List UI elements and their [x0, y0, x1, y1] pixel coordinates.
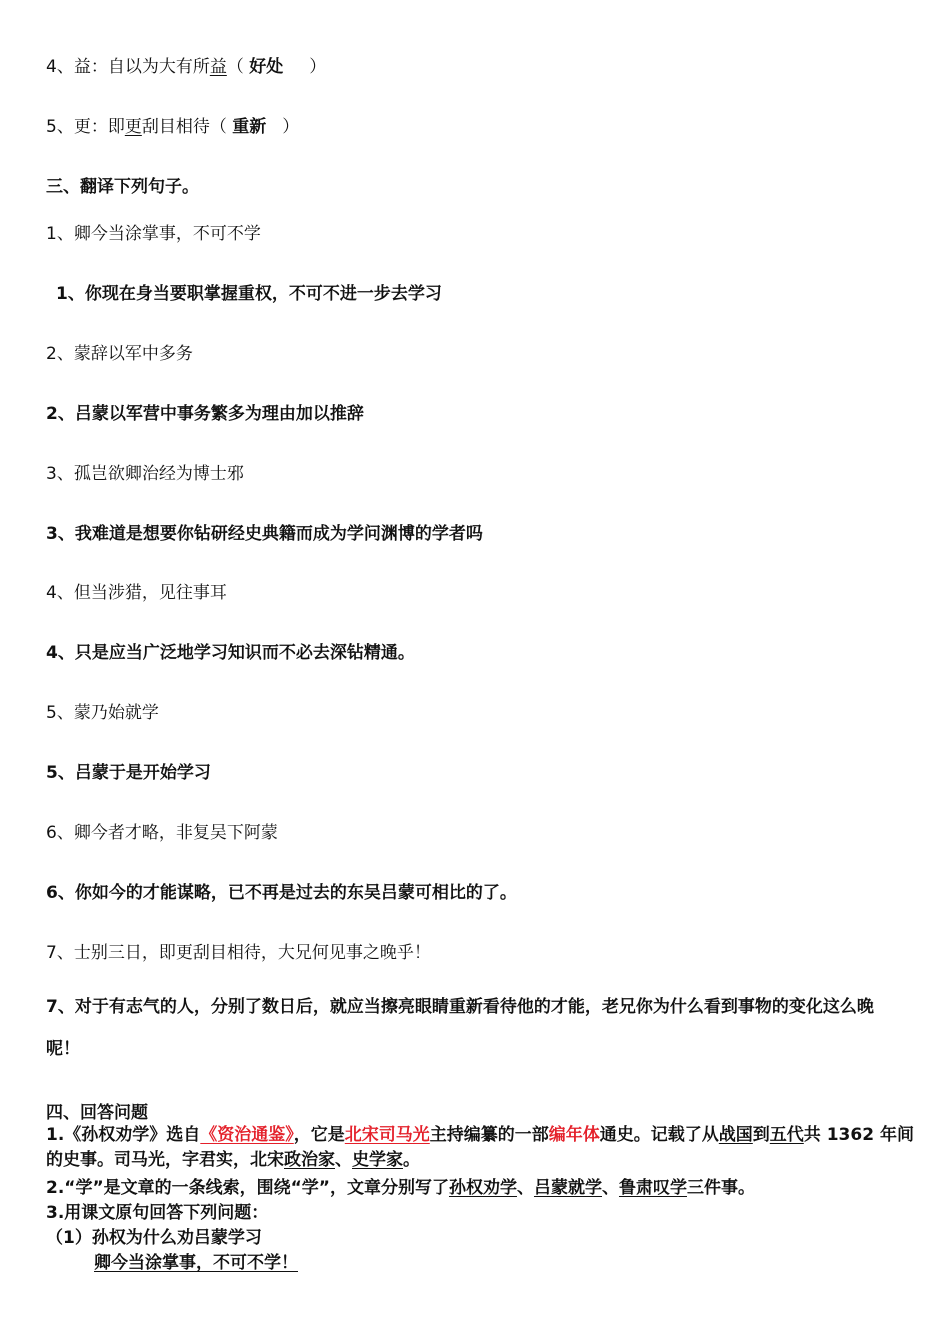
q2-text: 三件事。 [686, 1178, 755, 1198]
paren-close: ） [282, 117, 300, 137]
q1-text: ，它是 [293, 1125, 345, 1145]
translate-answer-5: 5、吕蒙于是开始学习 [46, 763, 211, 783]
paren-open: （ [209, 117, 233, 137]
vocab-item-5 [46, 112, 299, 137]
translate-question-7: 7、士别三日，即更刮目相待，大兄何见事之晚乎！ [46, 943, 431, 963]
item-number: 4、 [46, 57, 74, 77]
q2-text: 、 [516, 1178, 534, 1198]
answer-q3-answer: 卿今当涂掌事，不可不学！ [94, 1253, 298, 1273]
answer-q1 [46, 1123, 916, 1173]
answer-q3-sub: （1）孙权为什么劝吕蒙学习 [46, 1228, 262, 1248]
q1-text: 。 [403, 1150, 420, 1170]
q2-text: 、 [601, 1178, 619, 1198]
vocab-char: 益 [73, 57, 91, 77]
q1-genre: 编年体 [548, 1125, 600, 1145]
translate-answer-6: 6、你如今的才能谋略，已不再是过去的东吴吕蒙可相比的了。 [46, 883, 517, 903]
q1-text: 通史。记载了从 [599, 1125, 719, 1145]
vocab-char: 更 [73, 117, 91, 137]
translate-answer-3: 3、我难道是想要你钻研经史典籍而成为学问渊博的学者吗 [46, 524, 483, 544]
vocab-answer: 好处 [249, 57, 284, 77]
vocab-key-char: 更 [124, 117, 142, 137]
colon: ： [90, 117, 108, 137]
translate-answer-1: 1、你现在身当要职掌握重权，不可不进一步去学习 [56, 284, 442, 304]
translate-question-4: 4、但当涉猎，见往事耳 [46, 583, 227, 603]
translate-question-5: 5、蒙乃始就学 [46, 703, 159, 723]
translate-question-1: 1、卿今当涂掌事，不可不学 [46, 224, 261, 244]
q1-source: 《资治通鉴》 [200, 1125, 294, 1145]
translate-question-3: 3、孤岂欲卿治经为博士邪 [46, 464, 244, 484]
q1-role-1: 政治家 [284, 1150, 335, 1170]
q1-role-2: 史学家 [352, 1150, 403, 1170]
section-4-title: 四、回答问题 [46, 1103, 148, 1123]
q1-text: 1.《孙权劝学》选自 [46, 1125, 201, 1145]
q2-event-3: 鲁肃叹学 [618, 1178, 687, 1198]
answer-q3-title: 3.用课文原句回答下列问题： [46, 1203, 269, 1223]
translate-answer-7: 7、对于有志气的人，分别了数日后，就应当擦亮眼睛重新看待他的才能，老兄你为什么看到事物的变化这么晚呢！ [46, 997, 874, 1059]
translate-question-2: 2、蒙辞以军中多务 [46, 344, 193, 364]
answer-q2 [46, 1173, 755, 1198]
q1-text: 主持编纂的一部 [429, 1125, 549, 1145]
vocab-context-after: 刮目相待 [141, 117, 210, 137]
q2-text: 2.“学”是文章的一条线索，围绕“学”，文章分别写了 [46, 1178, 449, 1198]
vocab-key-char: 益 [209, 57, 227, 77]
vocab-item-4 [46, 52, 326, 77]
paren-open: （ [226, 57, 250, 77]
section-3-title: 三、翻译下列句子。 [46, 177, 199, 197]
q1-text: 、 [335, 1150, 352, 1170]
paren-close: ） [309, 57, 327, 77]
colon: ： [90, 57, 108, 77]
q1-to-period: 五代 [769, 1125, 804, 1145]
vocab-answer: 重新 [232, 117, 267, 137]
q1-text: 共 1362 年间的史事。司马光，字君实，北宋 [46, 1125, 914, 1170]
q1-author: 北宋司马光 [344, 1125, 430, 1145]
vocab-context: 自以为大有所 [107, 57, 210, 77]
translate-answer-4: 4、只是应当广泛地学习知识而不必去深钻精通。 [46, 643, 415, 663]
q2-event-1: 孙权劝学 [448, 1178, 517, 1198]
translate-question-6: 6、卿今者才略，非复吴下阿蒙 [46, 823, 278, 843]
q1-from-period: 战国 [718, 1125, 753, 1145]
translate-answer-2: 2、吕蒙以军营中事务繁多为理由加以推辞 [46, 404, 364, 424]
vocab-context: 即 [107, 117, 125, 137]
item-number: 5、 [46, 117, 74, 137]
q1-text: 到 [752, 1125, 770, 1145]
q2-event-2: 吕蒙就学 [533, 1178, 602, 1198]
